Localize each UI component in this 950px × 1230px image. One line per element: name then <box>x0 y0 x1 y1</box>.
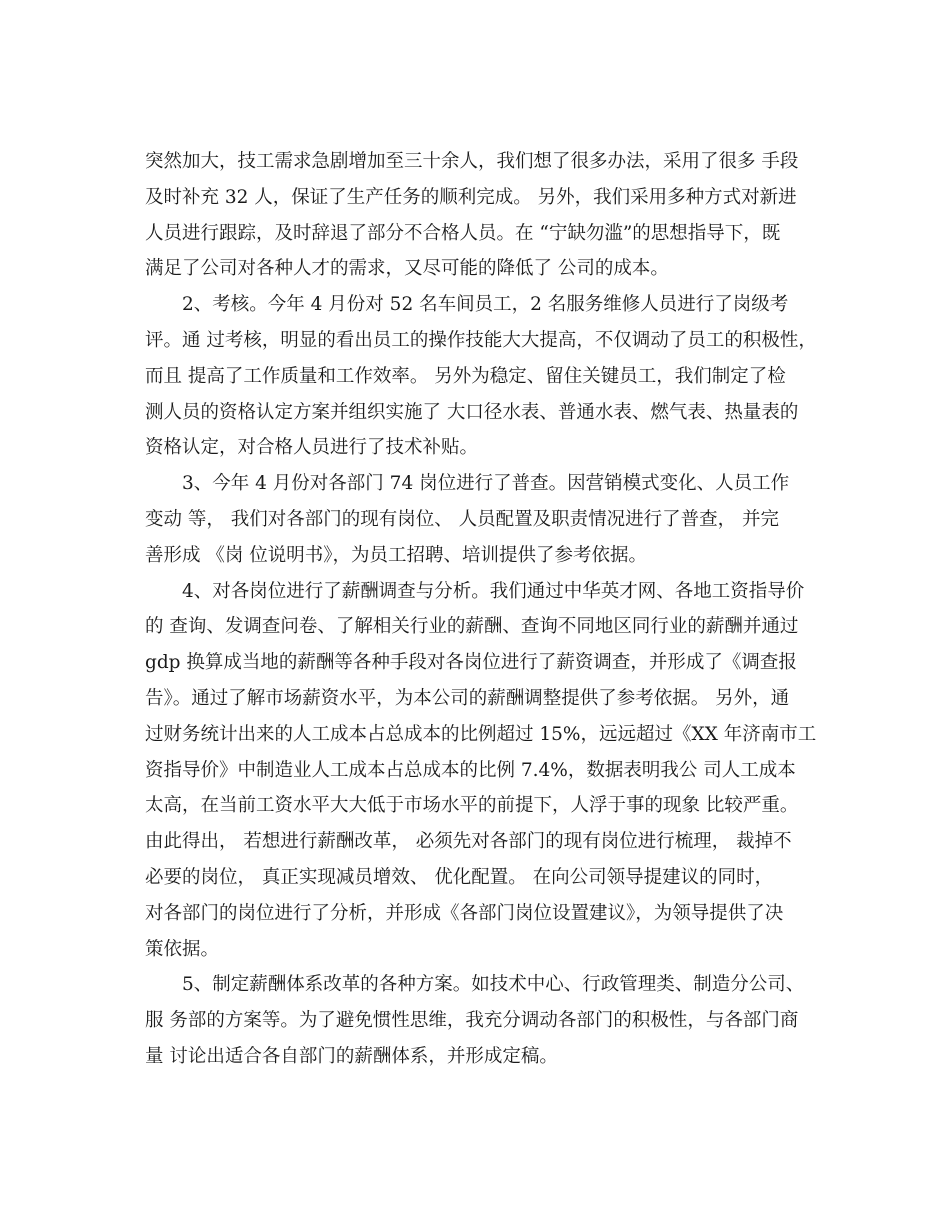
text-line: 量 讨论出适合各自部门的薪酬体系，并形成定稿。 <box>145 1045 558 1067</box>
text-line: 服 务部的方案等。为了避免惯性思维，我充分调动各部门的积极性，与各部门商 <box>145 1010 799 1032</box>
document-body <box>145 144 825 1075</box>
text-line: 太高，在当前工资水平大大低于市场水平的前提下，人浮于事的现象 比较严重。 <box>145 795 799 817</box>
text-line: 而且 提高了工作质量和工作效率。 另外为稳定、留住关键员工，我们制定了检 <box>145 365 786 387</box>
text-line: 突然加大，技工需求急剧增加至三十余人，我们想了很多办法，采用了很多 手段 <box>145 151 799 172</box>
paragraph-first-line: 2、考核。今年 4 月份对 52 名车间员工，2 名服务维修人员进行了岗级考 <box>182 294 789 316</box>
text-line: 人员进行跟踪，及时辞退了部分不合格人员。在 “宁缺勿滥”的思想指导下，既 <box>145 222 781 244</box>
text-line: 的 查询、发调查问卷、了解相关行业的薪酬、查询不同地区同行业的薪酬并通过 <box>145 616 799 638</box>
text-line: 必要的岗位， 真正实现减员增效、 优化配置。 在向公司领导提建议的同时， <box>145 866 774 888</box>
text-line: 善形成 《岗 位说明书》，为员工招聘、培训提供了参考依据。 <box>145 544 648 566</box>
text-line: 评。通 过考核，明显的看出员工的操作技能大大提高，不仅调动了员工的积极性， <box>145 329 817 351</box>
text-line: 满足了公司对各种人才的需求，又尽可能的降低了 公司的成本。 <box>145 258 669 280</box>
text-line: 策依据。 <box>145 938 220 960</box>
text-line: 告》。通过了解市场薪资水平，为本公司的薪酬调整提供了参考依据。 另外，通 <box>145 687 790 709</box>
text-line: 由此得出， 若想进行薪酬改革， 必须先对各部门的现有岗位进行梳理， 裁掉不 <box>145 831 792 853</box>
paragraph-first-line: 3、今年 4 月份对各部门 74 岗位进行了普查。因营销模式变化、人员工作 <box>182 473 790 495</box>
text-line: gdp 换算成当地的薪酬等各种手段对各岗位进行了薪资调查，并形成了《调查报 <box>145 652 797 674</box>
paragraph-first-line: 5、制定薪酬体系改革的各种方案。如技术中心、行政管理类、制造分公司、 <box>182 974 805 996</box>
text-line: 测人员的资格认定方案并组织实施了 大口径水表、普通水表、燃气表、热量表的 <box>145 401 799 423</box>
text-line: 资格认定，对合格人员进行了技术补贴。 <box>145 437 479 459</box>
text-line: 变动 等， 我们对各部门的现有岗位、 人员配置及职责情况进行了普查， 并完 <box>145 508 780 530</box>
paragraph-first-line: 4、对各岗位进行了薪酬调查与分析。我们通过中华英才网、各地工资指导价 <box>182 580 805 602</box>
text-line: 资指导价》中制造业人工成本占总成本的比例 7.4%，数据表明我公 司人工成本 <box>145 759 796 781</box>
text-line: 对各部门的岗位进行了分析，并形成《各部门岗位设置建议》，为领导提供了决 <box>145 902 784 924</box>
text-line: 及时补充 32 人，保证了生产任务的顺利完成。 另外，我们采用多种方式对新进 <box>145 186 797 208</box>
text-line: 过财务统计出来的人工成本占总成本的比例超过 15%，远远超过《XX 年济南市工 <box>145 723 817 745</box>
